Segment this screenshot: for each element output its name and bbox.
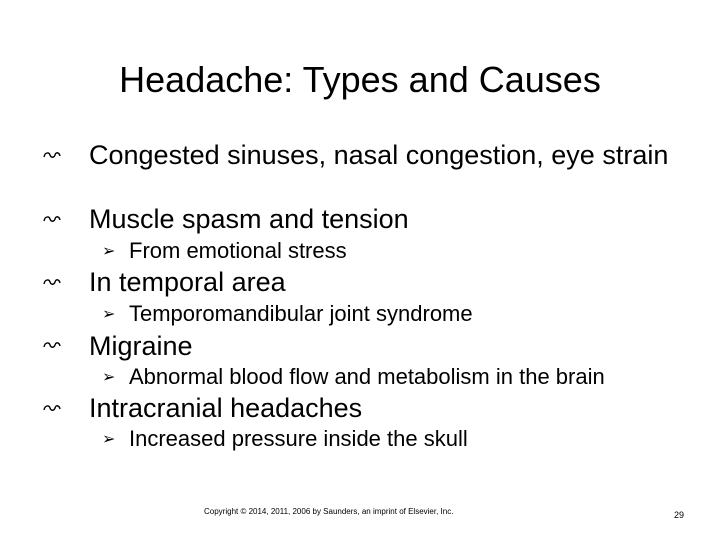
slide-title: Headache: Types and Causes [119, 59, 601, 100]
list-item: Muscle spasm and tension [89, 204, 409, 234]
arrowhead-icon: ➢ [102, 304, 116, 323]
sub-list-item: From emotional stress [129, 238, 347, 263]
page-number: 29 [674, 510, 685, 520]
arrowhead-icon: ➢ [102, 367, 116, 386]
curl-bullet-icon [42, 340, 62, 350]
curl-bullet-icon [42, 150, 62, 160]
copyright-footer: Copyright © 2014, 2011, 2006 by Saunders, an imprint of Elsevier, Inc. [204, 507, 454, 516]
sub-list-item: Abnormal blood flow and metabolism in the brain [129, 364, 605, 389]
curl-bullet-icon [42, 277, 62, 287]
list-item: Congested sinuses, nasal congestion, eye strain [89, 140, 669, 170]
list-item: In temporal area [89, 267, 286, 297]
arrowhead-icon: ➢ [102, 429, 116, 448]
curl-bullet-icon [42, 214, 62, 224]
curl-bullet-icon [42, 403, 62, 413]
sub-list-item: Temporomandibular joint syndrome [129, 301, 473, 326]
list-item: Migraine [89, 331, 193, 361]
list-item: Intracranial headaches [89, 393, 363, 423]
arrowhead-icon: ➢ [102, 241, 116, 260]
sub-list-item: Increased pressure inside the skull [129, 426, 468, 451]
